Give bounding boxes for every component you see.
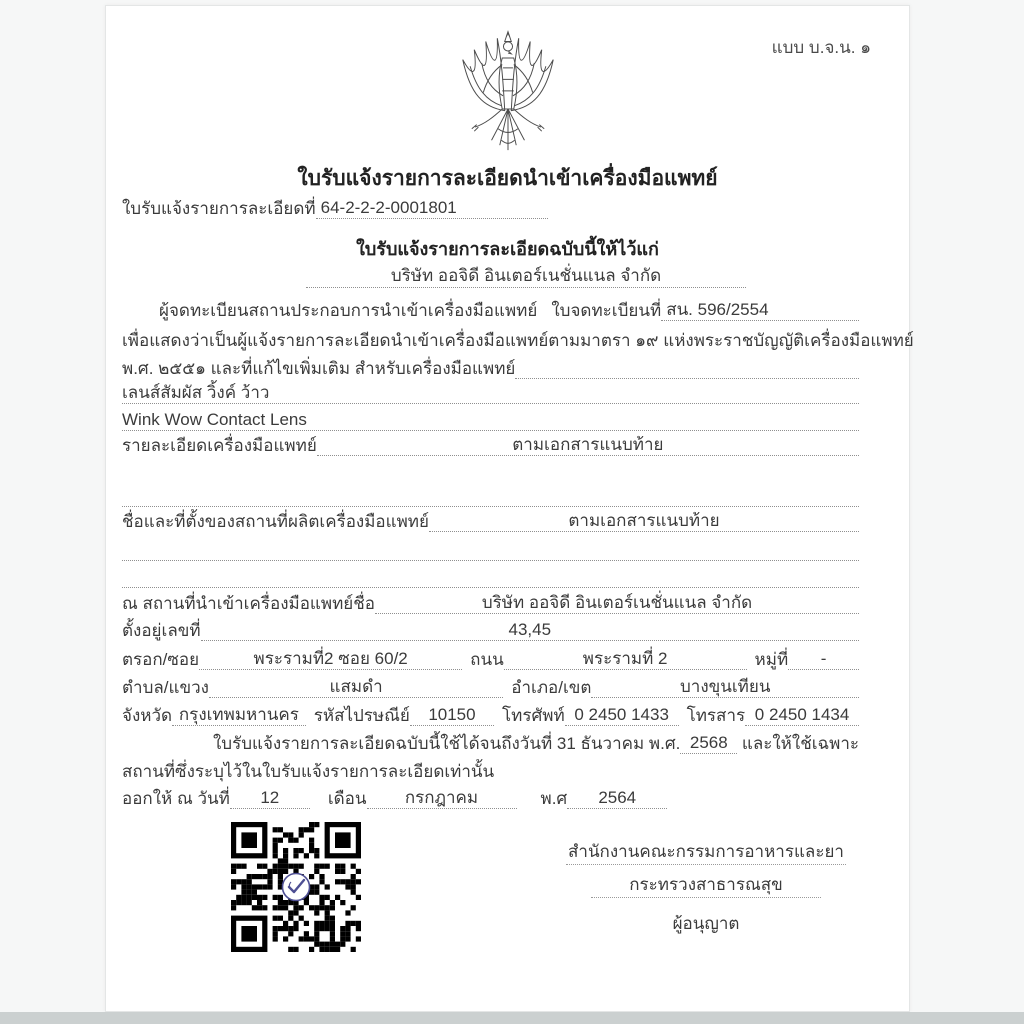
manufacturer-value: ตามเอกสารแนบท้าย (429, 510, 859, 532)
receipt-number-row (122, 198, 859, 219)
address-number-row (122, 620, 859, 641)
blank-rule-1 (122, 485, 859, 507)
signing-org-line-1: สำนักงานคณะกรรมการอาหารและยา (566, 840, 846, 865)
license-number: สน. 596/2554 (661, 299, 859, 321)
province-label: จังหวัด (122, 706, 173, 725)
road-label: ถนน (470, 650, 504, 669)
clause-line-1: เพื่อแสดงว่าเป็นผู้แจ้งรายการละเอียดนำเข้าเครื่องมือแพทย์ตามมาตรา ๑๙ แห่งพระราชบัญญัติเครื่องมือแพทย์ (122, 331, 914, 350)
device-name-th-row (122, 382, 859, 404)
issue-label-3: พ.ศ (540, 789, 568, 808)
signing-org-line-2: กระทรวงสาธารณสุข (591, 873, 821, 898)
document-title: ใบรับแจ้งรายการละเอียดนำเข้าเครื่องมือแพทย์ (297, 167, 718, 190)
moo-label: หมู่ที่ (754, 650, 789, 669)
postcode-value: 10150 (410, 704, 494, 726)
receipt-number-value: 64-2-2-2-0001801 (316, 197, 548, 219)
details-label: รายละเอียดเครื่องมือแพทย์ (122, 436, 317, 455)
address-number-value: 43,45 (201, 619, 859, 641)
validity-suffix: และให้ใช้เฉพาะ (741, 734, 859, 753)
postcode-label: รหัสไปรษณีย์ (313, 706, 410, 725)
registrant-row (122, 300, 859, 321)
subdistrict-value: แสมดำ (209, 676, 503, 698)
receipt-number-label: ใบรับแจ้งรายการละเอียดที่ (122, 199, 316, 218)
soi-value: พระรามที่2 ซอย 60/2 (199, 648, 462, 670)
subdistrict-label: ตำบล/แขวง (122, 678, 209, 697)
device-name-en-row (122, 409, 859, 431)
province-contact-row (122, 705, 859, 726)
blank-rule-3 (122, 566, 859, 588)
blank-rule-2 (122, 539, 859, 561)
document-page (105, 5, 914, 1012)
license-label: ใบจดทะเบียนที่ (551, 301, 662, 320)
fax-label: โทรสาร (686, 706, 746, 725)
details-value: ตามเอกสารแนบท้าย (317, 434, 859, 456)
import-site-row (122, 593, 859, 614)
fda-check-icon (231, 822, 361, 952)
issue-month: กรกฎาคม (367, 787, 517, 809)
district-label: อำเภอ/เขต (511, 678, 592, 697)
address-number-label: ตั้งอยู่เลขที่ (122, 621, 201, 640)
district-value: บางขุนเทียน (591, 676, 859, 698)
province-value: กรุงเทพมหานคร (172, 704, 306, 726)
manufacturer-label: ชื่อและที่ตั้งของสถานที่ผลิตเครื่องมือแพทย์ (122, 512, 429, 531)
issue-date-row (122, 788, 859, 809)
details-row (122, 435, 859, 456)
qr-code (231, 822, 361, 952)
validity-line-2: สถานที่ซึ่งระบุไว้ในใบรับแจ้งรายการละเอียดเท่านั้น (122, 762, 495, 781)
clause-line-2: พ.ศ. ๒๕๕๑ และที่แก้ไขเพิ่มเติม สำหรับเครื่องมือแพทย์ (122, 358, 859, 379)
validity-row (122, 733, 859, 754)
form-code: แบบ บ.จ.น. ๑ (771, 38, 871, 57)
clause-blank-fill (515, 378, 859, 379)
manufacturer-row (122, 511, 859, 532)
fax-value: 0 2450 1434 (745, 704, 859, 726)
phone-value: 0 2450 1433 (565, 704, 679, 726)
grantee-name: บริษัท ออจิดี อินเตอร์เนชั่นแนล จำกัด (306, 264, 746, 288)
import-site-label: ณ สถานที่นำเข้าเครื่องมือแพทย์ชื่อ (122, 594, 375, 613)
signature-block (566, 840, 846, 937)
issued-to-heading: ใบรับแจ้งรายการละเอียดฉบับนี้ให้ไว้แก่ (356, 239, 659, 259)
issue-label-1: ออกให้ ณ วันที่ (122, 789, 230, 808)
subdistrict-district-row (122, 677, 859, 698)
validity-prefix: ใบรับแจ้งรายการละเอียดฉบับนี้ใช้ได้จนถึงวันที่ 31 ธันวาคม พ.ศ. (213, 734, 681, 753)
issue-year: 2564 (567, 787, 667, 809)
soi-label: ตรอก/ซอย (122, 650, 200, 669)
registrant-label: ผู้จดทะเบียนสถานประกอบการนำเข้าเครื่องมือแพทย์ (159, 301, 538, 320)
issue-day: 12 (230, 787, 310, 809)
road-value: พระรามที่ 2 (504, 648, 747, 670)
phone-label: โทรศัพท์ (502, 706, 565, 725)
import-site-value: บริษัท ออจิดี อินเตอร์เนชั่นแนล จำกัด (375, 592, 859, 614)
signer-title: ผู้อนุญาต (672, 914, 740, 933)
garuda-emblem (106, 30, 909, 165)
soi-road-row (122, 649, 859, 670)
device-name-en: Wink Wow Contact Lens (122, 410, 307, 429)
issue-label-2: เดือน (327, 789, 367, 808)
moo-value: - (788, 648, 859, 670)
validity-year: 2568 (680, 732, 737, 754)
device-name-th: เลนส์สัมผัส วิ้งค์ ว้าว (122, 383, 270, 402)
scan-edge-strip (0, 1012, 1024, 1024)
